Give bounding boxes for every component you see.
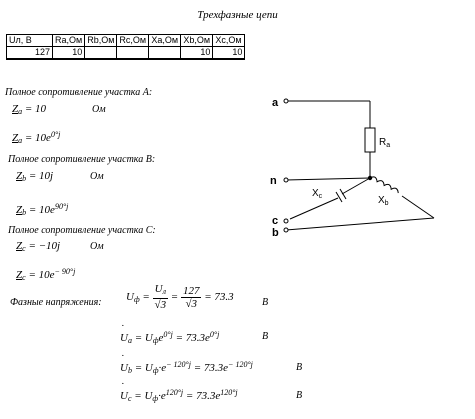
uphi-num1-sub: л bbox=[162, 287, 167, 296]
section-a-heading: Полное сопротивление участка A: bbox=[5, 87, 153, 98]
zc-exp-power: − 90°j bbox=[54, 267, 76, 276]
ub-e: ·e bbox=[158, 362, 167, 374]
section-c-heading: Полное сопротивление участка C: bbox=[8, 225, 156, 236]
xc-label: $X_c$ bbox=[312, 188, 323, 200]
uphi-num2: 127 bbox=[182, 284, 200, 297]
zc-rect-value: = −10j bbox=[28, 240, 61, 252]
ua-lhs: ˙ U bbox=[120, 332, 128, 344]
value-cell-xc: 10 bbox=[213, 47, 245, 60]
terminal-b-label: b bbox=[272, 227, 279, 239]
zb-symbol: Z bbox=[16, 170, 23, 182]
zb-unit: Ом bbox=[90, 171, 104, 182]
header-cell-ra: Ra,Ом bbox=[53, 35, 85, 47]
za-subscript: a bbox=[18, 107, 23, 116]
uphi-eq: = bbox=[142, 291, 150, 304]
wire-xc-upper bbox=[342, 178, 370, 194]
zb-subscript: b bbox=[22, 174, 27, 183]
zb-exp-power: 90°j bbox=[54, 202, 69, 211]
uphi-lhs-sub: ф bbox=[133, 295, 140, 305]
zc-subscript: c bbox=[22, 244, 26, 253]
za-rect-value: = 10 bbox=[24, 103, 47, 115]
capacitor-plate-1 bbox=[340, 189, 346, 199]
ua-power: 0°j bbox=[163, 330, 173, 339]
uc-result-power: 120°j bbox=[220, 388, 238, 397]
value-cell-ra: 10 bbox=[53, 47, 85, 60]
uc-lhs: ˙ U bbox=[120, 390, 128, 402]
inductor-xb bbox=[370, 175, 400, 193]
header-cell-xb: Xb,Ом bbox=[181, 35, 213, 47]
uc-e: ·e bbox=[158, 390, 166, 402]
za-exp-value: = 10e bbox=[24, 132, 51, 144]
wire-xb-lower bbox=[402, 196, 434, 218]
za-unit: Ом bbox=[92, 104, 106, 115]
terminal-b-node bbox=[284, 228, 288, 232]
zc-symbol: Z bbox=[16, 240, 23, 252]
ub-result: = 73.3e bbox=[193, 362, 229, 374]
uc-lhs-sub: c bbox=[127, 394, 132, 403]
za-symbol: Z bbox=[12, 103, 19, 115]
uphi-result: = 73.3 bbox=[204, 291, 234, 304]
ua-lhs-sub: a bbox=[127, 336, 132, 345]
wire-b bbox=[286, 218, 434, 230]
value-cell-xb: 10 bbox=[181, 47, 213, 60]
ub-rhs-sub: ф bbox=[152, 366, 159, 375]
terminal-c-label: c bbox=[272, 215, 279, 227]
terminal-n-label: n bbox=[270, 175, 277, 187]
uc-rhs: = U bbox=[134, 390, 153, 402]
ub-lhs: ˙ U bbox=[120, 362, 128, 374]
wire-n bbox=[286, 178, 370, 180]
uphi-num1: U bbox=[154, 283, 163, 295]
zb-rect-value: = 10j bbox=[28, 170, 54, 182]
ua-rhs: = U bbox=[134, 332, 153, 344]
zc-exp-value: = 10e bbox=[28, 269, 55, 281]
header-cell-xc: Xc,Ом bbox=[213, 35, 245, 47]
uc-unit: В bbox=[296, 390, 303, 401]
value-cell-ul: 127 bbox=[7, 47, 53, 60]
terminal-a-node bbox=[284, 99, 288, 103]
header-cell-rc: Rc,Ом bbox=[117, 35, 149, 47]
ub-result-power: − 120°j bbox=[228, 360, 253, 369]
header-cell-xa: Xa,Ом bbox=[149, 35, 181, 47]
section-b-heading: Полное сопротивление участка B: bbox=[8, 154, 156, 165]
resistor-ra bbox=[365, 128, 375, 152]
zb-exp-value: = 10e bbox=[28, 204, 55, 216]
terminal-a-label: a bbox=[272, 97, 279, 109]
neutral-junction bbox=[368, 176, 372, 180]
page-title: Трехфазные цепи bbox=[197, 9, 278, 21]
uc-power: 120°j bbox=[165, 388, 184, 397]
terminal-c-node bbox=[284, 219, 288, 223]
zb-exp-symbol: Z bbox=[16, 204, 23, 216]
zb-exp-subscript: b bbox=[22, 208, 27, 217]
uphi-eq2: = bbox=[170, 291, 179, 304]
uphi-den1: √3 bbox=[154, 299, 167, 311]
header-cell-ul: Uл, В bbox=[7, 35, 53, 47]
uc-result: = 73.3e bbox=[185, 390, 221, 402]
wire-xc-lower bbox=[290, 198, 338, 219]
capacitor-plate-2 bbox=[336, 192, 342, 202]
ub-unit: В bbox=[296, 362, 303, 373]
uphi-den2: √3 bbox=[185, 297, 197, 310]
ub-power: − 120°j bbox=[166, 360, 191, 369]
uphi-unit: В bbox=[262, 297, 269, 308]
ra-label: $R_a$ bbox=[379, 137, 391, 149]
zc-exp-subscript: c bbox=[22, 273, 26, 282]
terminal-n-node bbox=[284, 178, 288, 182]
zc-unit: Ом bbox=[90, 241, 104, 252]
ua-result-power: 0°j bbox=[209, 330, 220, 339]
ua-rhs-sub: ф bbox=[152, 336, 159, 345]
phase-voltages-label: Фазные напряжения: bbox=[10, 297, 102, 308]
za-exp-power: 0°j bbox=[50, 130, 61, 139]
uc-rhs-sub: ф bbox=[152, 394, 159, 403]
xb-label: $X_b$ bbox=[378, 195, 389, 207]
ua-unit: В bbox=[262, 331, 269, 342]
header-cell-rb: Rb,Ом bbox=[85, 35, 117, 47]
ua-result: = 73.3e bbox=[175, 332, 210, 344]
za-exp-symbol: Z bbox=[12, 132, 19, 144]
ub-lhs-sub: b bbox=[127, 366, 132, 375]
za-exp-subscript: a bbox=[18, 136, 23, 145]
zc-exp-symbol: Z bbox=[16, 269, 23, 281]
ua-e: e bbox=[158, 332, 164, 344]
uphi-lhs: U bbox=[126, 291, 134, 304]
ub-rhs: = U bbox=[134, 362, 153, 374]
